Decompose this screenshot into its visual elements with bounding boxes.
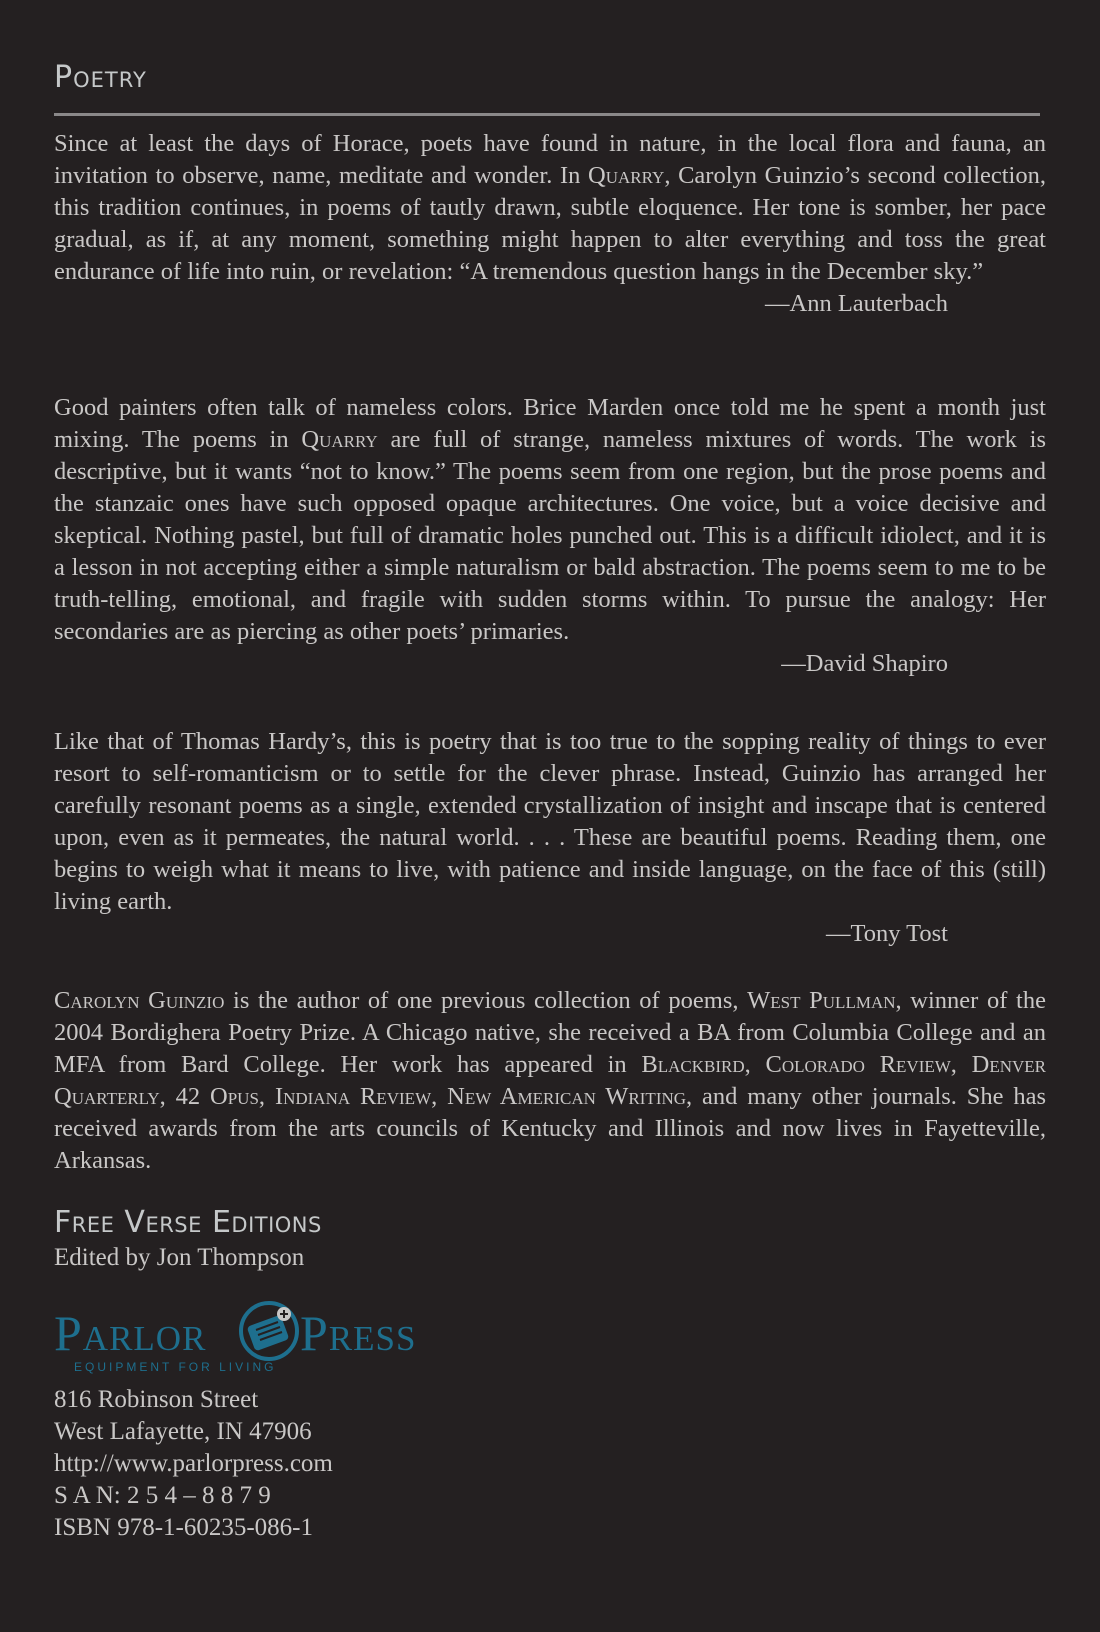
author-bio	[54, 985, 1046, 1177]
blurb-text: Like that of Thomas Hardy’s, this is poetry that is too true to the sopping reality of things to ever resort to self-romanticism or to settle for the clever phrase. Instead, Guinzio has arranged her carefully resonant poems as a single, extended crystallization of insight and inscape that is centered upon, even as it permeates, the natural world. . . . These are beautiful poems. Reading them, one begins to weigh what it means to live, with patience and inside language, on the face of this (still) living earth.	[54, 728, 1046, 915]
address-street: 816 Robinson Street	[54, 1386, 259, 1413]
bio-text: Carolyn Guinzio is the author of one previous collection of poems, West Pullman, winner of the 2004 Bordighera Poetry Prize. A Chicago native, she received a BA from Columbia College and an MFA from Bard College. Her work has appeared in Blackbird, Colorado Review, Denver Quarterly, 42 Opus, Indiana Review, New American Writing, and many other journals. She has received awards from the arts councils of Kentucky and Illinois and now lives in Fayetteville, Arkansas.	[54, 987, 1047, 1174]
heading-rule	[54, 113, 1040, 116]
book-title: Quarry	[588, 162, 665, 189]
publisher-url[interactable]: http://www.parlorpress.com	[54, 1450, 333, 1477]
blurb-lauterbach	[54, 128, 1046, 320]
san-number: S A N: 2 5 4 – 8 8 7 9	[54, 1482, 271, 1509]
publisher-logo	[54, 1296, 434, 1376]
publisher-name-left: Parlor	[54, 1305, 207, 1361]
blurb-tost	[54, 726, 1046, 950]
book-title: Quarry	[301, 426, 378, 453]
blurb-attribution: —Ann Lauterbach	[765, 290, 948, 317]
prior-book-title: West Pullman	[747, 987, 896, 1014]
series-name: Free Verse Editions	[54, 1205, 322, 1240]
series-editor: Edited by Jon Thompson	[54, 1244, 305, 1271]
author-name: Carolyn Guinzio	[54, 987, 225, 1014]
category-heading: Poetry	[54, 60, 147, 95]
blurb-attribution: —David Shapiro	[781, 650, 948, 677]
blurb-attribution: —Tony Tost	[825, 920, 948, 947]
publisher-tagline: EQUIPMENT FOR LIVING	[74, 1360, 277, 1374]
blurb-text: Good painters often talk of nameless colors. Brice Marden once told me he spent a month just mixing. The poems in Quarry are full of strange, nameless mixtures of words. The work is descriptive, but it wants “not to know.” The poems seem from one region, but the prose poems and the stanzaic ones have such opposed opaque architectures. One voice, but a voice decisive and skeptical. Nothing pastel, but full of dramatic holes punched out. This is a difficult idiolect, and it is a lesson in not accepting either a simple naturalism or bald abstraction. The poems seem to me to be truth-telling, emotional, and fragile with sudden storms within. To pursue the analogy: Her secondaries are as piercing as other poets’ primaries.	[54, 394, 1047, 645]
typewriter-logo-icon	[234, 1296, 304, 1366]
blurb-text: Since at least the days of Horace, poets have found in nature, in the local flora and fauna, an invitation to observe, name, meditate and wonder. In Quarry, Carolyn Guinzio’s second collection, this tradition continues, in poems of tautly drawn, subtle eloquence. Her tone is somber, her pace gradual, as if, at any moment, something might happen to alter everything and toss the great endurance of life into ruin, or revelation: “A tremendous question hangs in the December sky.”	[54, 130, 1046, 285]
isbn-number: ISBN 978-1-60235-086-1	[54, 1514, 314, 1541]
publisher-name-right: Press	[300, 1305, 417, 1361]
publisher-address	[54, 1384, 333, 1544]
blurb-shapiro	[54, 392, 1046, 680]
address-city: West Lafayette, IN 47906	[54, 1418, 312, 1445]
